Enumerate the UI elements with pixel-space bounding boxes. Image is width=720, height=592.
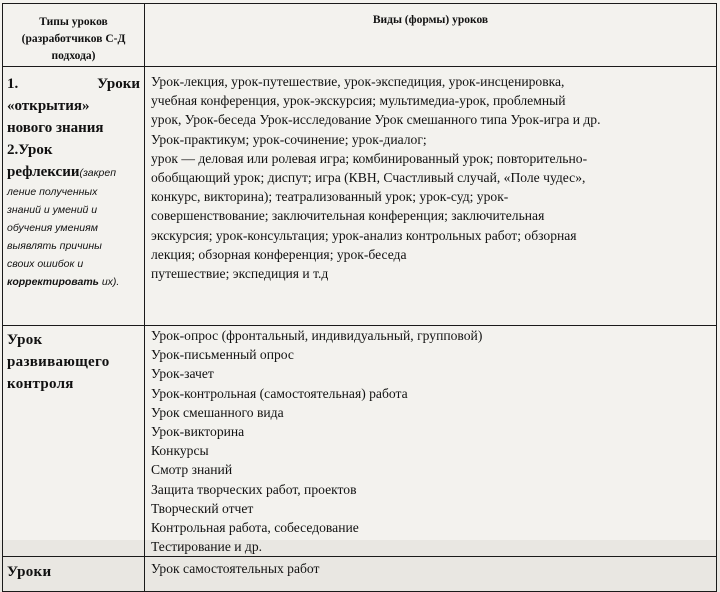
header-types-line: (разработчиков С-Д (21, 33, 126, 45)
row3-right-line: Урок самостоятельных работ (151, 561, 320, 577)
row1-left-line (7, 161, 140, 183)
row1-right-line: урок — деловая или ролевая игра; комбинированный урок; повторительно- (151, 150, 588, 166)
row1-right-line: экскурсия; урок-консультация; урок-анализ контрольных работ; обзорная (151, 227, 577, 243)
row1-small-line: ление полученных (7, 186, 98, 198)
row2-right-line: Урок смешанного вида (151, 404, 284, 420)
row2-right-line: Урок-опрос (фронтальный, индивидуальный, групповой) (151, 328, 483, 343)
table-row (3, 326, 717, 557)
row2-right-line: Урок-зачет (151, 366, 214, 382)
row1-left-line: нового знания (7, 120, 104, 136)
table-row (3, 557, 717, 592)
row3-right-cell (145, 557, 717, 592)
row1-right-line: Урок-лекция, урок-путешествие, урок-экспедиция, урок-инсценировка, (151, 74, 565, 89)
row1-right-line: совершенствование; заключительная конференция; заключительная (151, 208, 545, 224)
row1-word: Уроки (97, 76, 140, 92)
header-types-line: подхода) (51, 50, 96, 62)
row2-right-line: Урок-контрольная (самостоятельная) работа (151, 385, 408, 401)
header-cell-forms (145, 4, 717, 67)
table-header-row (3, 4, 717, 67)
row3-left-line: Уроки (7, 564, 52, 581)
row2-left-line: Урок (7, 332, 43, 348)
row1-small-bold: корректировать (7, 276, 99, 288)
row2-right-line: Смотр знаний (151, 462, 233, 478)
row1-small-line (7, 273, 140, 291)
row1-right-line: учебная конференция, урок-экскурсия; мультимедиа-урок, проблемный (151, 93, 566, 109)
row2-right-line: Контрольная работа, собеседование (151, 520, 359, 536)
row1-right-cell (145, 67, 717, 326)
row1-left-line (7, 73, 140, 95)
row1-number: 1. (7, 76, 19, 92)
lesson-types-table (2, 3, 717, 592)
row1-left-cell (3, 67, 145, 326)
row1-small-line: выявлять причины (7, 240, 102, 252)
row2-right-line: Защита творческих работ, проектов (151, 481, 357, 497)
row2-right-line: Урок-викторина (151, 424, 245, 440)
row2-right-line: Урок-письменный опрос (151, 347, 294, 363)
row2-right-cell (145, 326, 717, 557)
row1-right-line: лекция; обзорная конференция; урок-беседа (151, 246, 407, 262)
row1-small-line: знаний и умений и (7, 204, 98, 216)
row1-left-line: «открытия» (7, 98, 90, 114)
row2-left-cell (3, 326, 145, 557)
row2-right-line: Творческий отчет (151, 500, 254, 516)
row1-right-line: конкурс, викторина); театрализованный урок; урок-суд; урок- (151, 189, 509, 205)
row2-right-line: Конкурсы (151, 443, 209, 459)
row1-small-line: своих ошибок и (7, 258, 84, 270)
row3-left-cell (3, 557, 145, 592)
header-forms-label: Виды (формы) уроков (372, 14, 489, 26)
table-row (3, 67, 717, 326)
row2-left-line: развивающего (7, 354, 110, 370)
row1-right-line: путешествие; экспедиция и т.д (151, 266, 329, 282)
row1-right-line: Урок-практикум; урок-сочинение; урок-диалог; (151, 131, 427, 147)
row1-left-line: 2.Урок (7, 142, 53, 158)
row1-small-line: обучения умениям (7, 222, 98, 234)
row1-right-line: урок, Урок-беседа Урок-исследование Урок смешанного типа Урок-игра и др. (151, 112, 601, 128)
row2-left-line: контроля (7, 376, 74, 392)
row1-right-line: обобщающий урок; диспут; игра (КВН, Счастливый случай, «Поле чудес», (151, 170, 586, 186)
row2-right-line: Тестирование и др. (151, 539, 263, 555)
row1-reflection: рефлексии (7, 164, 80, 180)
row1-small-tail: их). (101, 276, 120, 288)
header-cell-types (3, 4, 145, 67)
row1-reflection-paren: (закреп (79, 167, 116, 179)
header-types-line: Типы уроков (39, 16, 108, 28)
